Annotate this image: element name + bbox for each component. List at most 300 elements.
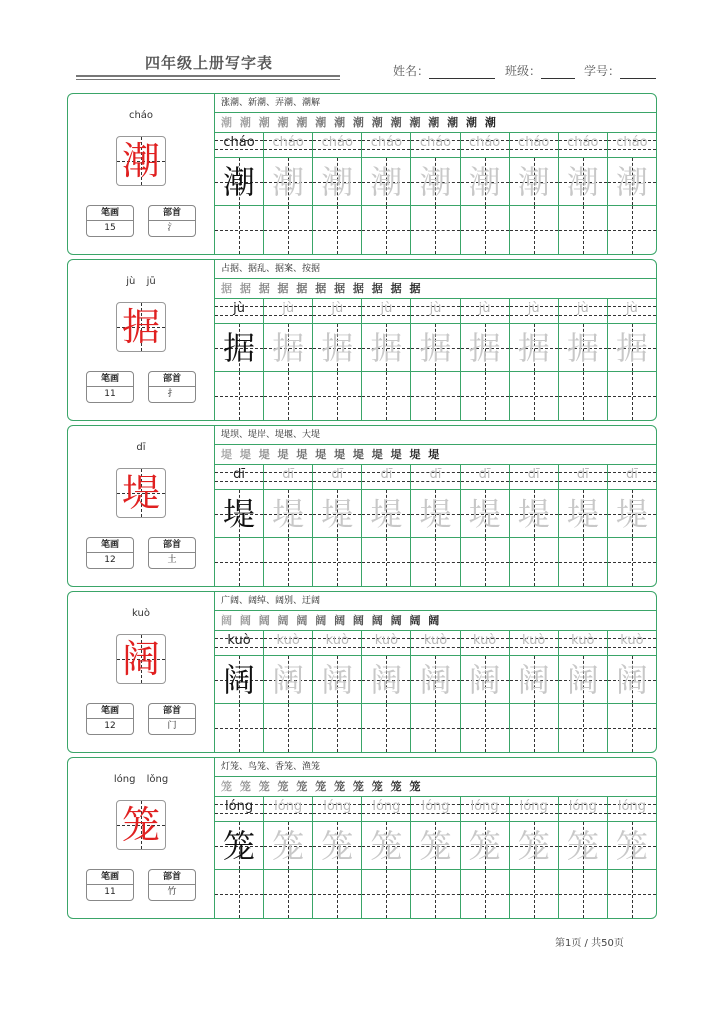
char-cell[interactable] <box>313 656 362 703</box>
empty-practice-cell[interactable] <box>559 870 608 918</box>
empty-practice-cell[interactable] <box>215 870 264 918</box>
stroke-step: 笼 <box>371 780 385 793</box>
char-cell[interactable] <box>313 822 362 869</box>
pinyin-trace: cháo <box>272 135 304 150</box>
example-words: 涨潮、新潮、弄潮、潮解 <box>215 94 656 113</box>
pinyin-trace: jù <box>478 301 491 316</box>
pinyin-cell[interactable] <box>313 133 362 157</box>
char-cell[interactable] <box>264 822 313 869</box>
pinyin-row <box>215 465 656 490</box>
char-trace: 阔 <box>419 661 452 699</box>
empty-practice-cell[interactable] <box>510 704 559 752</box>
pinyin-cell[interactable] <box>411 797 460 821</box>
pinyin-trace: dī <box>380 467 393 482</box>
pinyin-cell[interactable] <box>215 299 264 323</box>
practice-area <box>215 592 656 752</box>
title-underline <box>76 75 340 80</box>
empty-practice-cell[interactable] <box>264 372 313 420</box>
char-cell[interactable] <box>215 656 264 703</box>
character-box <box>116 468 166 518</box>
stroke-step: 阔 <box>239 614 253 627</box>
pinyin-trace: kuò <box>423 633 448 648</box>
pinyin-trace: jù <box>331 301 344 316</box>
radical-value: 门 <box>167 721 177 731</box>
empty-practice-cell[interactable] <box>461 704 510 752</box>
pinyin-cell[interactable] <box>559 133 608 157</box>
pinyin-trace: kuò <box>374 633 399 648</box>
character-block <box>67 757 657 919</box>
pinyin-cell[interactable] <box>510 631 559 655</box>
stroke-step: 笼 <box>390 780 404 793</box>
page-counter: 第1页 / 共50页 <box>555 938 624 949</box>
char-trace: 潮 <box>566 163 599 201</box>
pinyin-cell[interactable] <box>215 797 264 821</box>
char-trace: 阔 <box>615 661 648 699</box>
radical-value: 土 <box>167 555 177 565</box>
empty-practice-cell[interactable] <box>362 206 411 254</box>
character-row <box>215 158 656 206</box>
char-trace: 据 <box>615 329 648 367</box>
pinyin-trace: dī <box>576 467 589 482</box>
number-blank[interactable] <box>620 67 656 79</box>
pinyin-cell[interactable] <box>362 133 411 157</box>
empty-practice-cell[interactable] <box>215 206 264 254</box>
empty-practice-cell[interactable] <box>559 538 608 586</box>
empty-practice-cell[interactable] <box>510 870 559 918</box>
radical-value: 扌 <box>167 389 177 399</box>
stroke-step: 潮 <box>277 116 291 129</box>
pinyin-cell[interactable] <box>362 465 411 489</box>
class-field[interactable] <box>505 62 575 79</box>
empty-practice-cell[interactable] <box>313 538 362 586</box>
stroke-step: 堤 <box>409 448 423 461</box>
char-cell[interactable] <box>461 656 510 703</box>
char-cell[interactable] <box>264 324 313 371</box>
char-trace: 阔 <box>566 661 599 699</box>
pinyin-cell[interactable] <box>264 797 313 821</box>
stroke-step: 据 <box>334 282 348 295</box>
pinyin-cell[interactable] <box>264 299 313 323</box>
char-trace: 据 <box>566 329 599 367</box>
pinyin-trace: cháo <box>468 135 501 150</box>
pinyin-row <box>215 797 656 822</box>
pinyin-cell[interactable] <box>362 299 411 323</box>
character-box <box>116 634 166 684</box>
pinyin-trace: cháo <box>518 135 550 150</box>
stroke-step: 潮 <box>371 116 385 129</box>
empty-practice-cell[interactable] <box>264 538 313 586</box>
stroke-step: 笼 <box>239 780 253 793</box>
pinyin-trace: kuò <box>571 633 595 648</box>
char-cell[interactable] <box>559 490 608 537</box>
pinyin-cell[interactable] <box>461 133 510 157</box>
class-blank[interactable] <box>541 67 575 79</box>
name-blank[interactable] <box>429 67 495 79</box>
stroke-step: 笼 <box>315 780 329 793</box>
stroke-order <box>215 777 656 797</box>
char-cell[interactable] <box>461 490 510 537</box>
example-words: 广阔、阔绰、阔别、迂阔 <box>215 592 656 611</box>
stroke-count-label: 笔画 <box>87 870 133 885</box>
pinyin-cell[interactable] <box>461 299 510 323</box>
stroke-count-box <box>86 703 134 735</box>
char-cell[interactable] <box>362 490 411 537</box>
name-field[interactable] <box>393 62 495 79</box>
stroke-step: 潮 <box>352 116 366 129</box>
stroke-step: 阔 <box>296 614 310 627</box>
stroke-step: 潮 <box>221 116 234 129</box>
example-words: 堤坝、堤岸、堤堰、大堤 <box>215 426 656 445</box>
main-character: 笼 <box>121 803 160 847</box>
empty-practice-cell[interactable] <box>215 538 264 586</box>
example-words: 占据、据乱、据案、按据 <box>215 260 656 279</box>
character-block <box>67 591 657 753</box>
character-block <box>67 93 657 255</box>
empty-practice-cell[interactable] <box>215 372 264 420</box>
char-cell[interactable] <box>510 158 559 205</box>
stroke-count-label: 笔画 <box>87 704 133 719</box>
char-trace: 据 <box>419 329 452 367</box>
stroke-step: 据 <box>296 282 310 295</box>
pinyin-trace: lóng <box>617 799 646 814</box>
char-trace: 笼 <box>419 827 452 865</box>
stroke-step: 堤 <box>239 448 253 461</box>
char-cell[interactable] <box>362 324 411 371</box>
pinyin-cell[interactable] <box>559 465 608 489</box>
pinyin-cell[interactable] <box>215 465 264 489</box>
pinyin-cell[interactable] <box>608 797 656 821</box>
char-cell[interactable] <box>411 324 460 371</box>
pinyin-cell[interactable] <box>411 133 460 157</box>
empty-practice-cell[interactable] <box>461 206 510 254</box>
pinyin-cell[interactable] <box>264 631 313 655</box>
pinyin-cell[interactable] <box>362 631 411 655</box>
stroke-step: 据 <box>315 282 329 295</box>
pinyin-trace: lóng <box>568 799 597 814</box>
char-cell[interactable] <box>510 490 559 537</box>
blank-row <box>215 538 656 586</box>
pinyin-cell[interactable] <box>608 631 656 655</box>
empty-practice-cell[interactable] <box>510 206 559 254</box>
empty-practice-cell[interactable] <box>411 870 460 918</box>
empty-practice-cell[interactable] <box>313 870 362 918</box>
main-character: 潮 <box>121 139 160 183</box>
radical-box <box>148 537 196 569</box>
pinyin-header: cháo <box>128 110 154 121</box>
empty-practice-cell[interactable] <box>510 538 559 586</box>
pinyin-trace: cháo <box>223 135 255 150</box>
pinyin-cell[interactable] <box>215 631 264 655</box>
char-cell[interactable] <box>608 490 656 537</box>
char-trace: 据 <box>321 329 354 367</box>
char-cell[interactable] <box>608 822 656 869</box>
empty-practice-cell[interactable] <box>362 870 411 918</box>
pinyin-cell[interactable] <box>362 797 411 821</box>
char-trace: 笼 <box>615 827 648 865</box>
char-cell[interactable] <box>215 490 264 537</box>
stroke-step: 笼 <box>334 780 348 793</box>
stroke-step: 阔 <box>371 614 385 627</box>
pinyin-trace: kuò <box>620 633 644 648</box>
char-trace: 潮 <box>468 163 501 201</box>
stroke-step: 堤 <box>221 448 234 461</box>
char-cell[interactable] <box>510 656 559 703</box>
char-trace: 堤 <box>517 495 550 533</box>
empty-practice-cell[interactable] <box>362 372 411 420</box>
pinyin-cell[interactable] <box>461 465 510 489</box>
stroke-step: 阔 <box>428 614 442 627</box>
character-info <box>68 592 215 752</box>
char-cell[interactable] <box>362 656 411 703</box>
stroke-step: 笼 <box>296 780 310 793</box>
stroke-count-box <box>86 537 134 569</box>
stroke-order <box>215 611 656 631</box>
pinyin-trace: lóng <box>421 799 450 814</box>
pinyin-trace: kuò <box>227 633 251 648</box>
stroke-step: 堤 <box>258 448 272 461</box>
pinyin-trace: jù <box>233 301 245 316</box>
char-cell[interactable] <box>461 324 510 371</box>
stroke-step: 笼 <box>221 780 234 793</box>
char-cell[interactable] <box>313 490 362 537</box>
character-row <box>215 656 656 704</box>
pinyin-trace: jù <box>527 301 540 316</box>
pinyin-row <box>215 299 656 324</box>
empty-practice-cell[interactable] <box>510 372 559 420</box>
pinyin-trace: cháo <box>321 135 353 150</box>
stroke-count-value: 12 <box>104 555 116 565</box>
stroke-step: 笼 <box>409 780 423 793</box>
character-box <box>116 800 166 850</box>
stroke-step: 潮 <box>428 116 442 129</box>
char-trace: 潮 <box>615 163 648 201</box>
empty-practice-cell[interactable] <box>559 704 608 752</box>
pinyin-header: kuò <box>132 608 150 619</box>
stroke-order <box>215 445 656 465</box>
char-cell[interactable] <box>215 822 264 869</box>
stroke-step: 潮 <box>409 116 423 129</box>
char-cell[interactable] <box>461 822 510 869</box>
char-trace: 堤 <box>419 495 452 533</box>
character-info <box>68 758 215 918</box>
empty-practice-cell[interactable] <box>313 372 362 420</box>
empty-practice-cell[interactable] <box>608 538 656 586</box>
pinyin-cell[interactable] <box>313 465 362 489</box>
char-trace: 堤 <box>223 495 256 533</box>
character-info <box>68 260 215 420</box>
pinyin-cell[interactable] <box>608 133 656 157</box>
char-trace: 堤 <box>370 495 403 533</box>
pinyin-trace: lóng <box>372 799 401 814</box>
stroke-step: 堤 <box>315 448 329 461</box>
radical-box <box>148 371 196 403</box>
char-trace: 潮 <box>223 163 256 201</box>
pinyin-cell[interactable] <box>559 631 608 655</box>
pinyin-trace: kuò <box>325 633 349 648</box>
pinyin-cell[interactable] <box>264 133 313 157</box>
empty-practice-cell[interactable] <box>608 870 656 918</box>
pinyin-cell[interactable] <box>313 299 362 323</box>
char-cell[interactable] <box>559 158 608 205</box>
pinyin-trace: lóng <box>519 799 548 814</box>
char-cell[interactable] <box>313 158 362 205</box>
pinyin-trace: lóng <box>323 799 352 814</box>
char-cell[interactable] <box>264 158 313 205</box>
stroke-count-value: 11 <box>104 887 116 897</box>
pinyin-cell[interactable] <box>559 299 608 323</box>
character-row <box>215 490 656 538</box>
stroke-step: 阔 <box>390 614 404 627</box>
pinyin-trace: dī <box>625 467 638 482</box>
pinyin-trace: cháo <box>419 135 452 150</box>
char-cell[interactable] <box>559 324 608 371</box>
char-cell[interactable] <box>510 822 559 869</box>
char-cell[interactable] <box>411 822 460 869</box>
stroke-step: 笼 <box>352 780 366 793</box>
radical-value: 竹 <box>167 887 177 897</box>
char-cell[interactable] <box>362 158 411 205</box>
radical-label: 部首 <box>149 372 195 387</box>
pinyin-trace: kuò <box>522 633 546 648</box>
stroke-step: 潮 <box>390 116 404 129</box>
char-trace: 据 <box>272 329 305 367</box>
practice-area <box>215 94 656 254</box>
class-label: 班级： <box>505 64 542 78</box>
pinyin-trace: lóng <box>470 799 499 814</box>
char-trace: 堤 <box>566 495 599 533</box>
char-cell[interactable] <box>411 656 460 703</box>
char-trace: 阔 <box>223 661 256 699</box>
char-trace: 阔 <box>468 661 501 699</box>
pinyin-trace: lóng <box>274 799 303 814</box>
character-box <box>116 302 166 352</box>
char-cell[interactable] <box>510 324 559 371</box>
char-cell[interactable] <box>461 158 510 205</box>
pinyin-cell[interactable] <box>461 797 510 821</box>
pinyin-trace: dī <box>478 467 491 482</box>
pinyin-header: jù jū <box>126 276 156 287</box>
pinyin-cell[interactable] <box>461 631 510 655</box>
stroke-count-value: 11 <box>104 389 116 399</box>
number-field[interactable] <box>584 62 656 79</box>
empty-practice-cell[interactable] <box>461 870 510 918</box>
empty-practice-cell[interactable] <box>313 206 362 254</box>
main-character: 堤 <box>121 471 160 515</box>
char-trace: 阔 <box>321 661 354 699</box>
empty-practice-cell[interactable] <box>264 704 313 752</box>
pinyin-cell[interactable] <box>313 631 362 655</box>
char-cell[interactable] <box>608 324 656 371</box>
pinyin-cell[interactable] <box>264 465 313 489</box>
empty-practice-cell[interactable] <box>461 538 510 586</box>
empty-practice-cell[interactable] <box>411 538 460 586</box>
pinyin-cell[interactable] <box>411 299 460 323</box>
empty-practice-cell[interactable] <box>559 206 608 254</box>
empty-practice-cell[interactable] <box>461 372 510 420</box>
char-cell[interactable] <box>313 324 362 371</box>
char-trace: 潮 <box>272 163 305 201</box>
stroke-step: 潮 <box>315 116 329 129</box>
char-cell[interactable] <box>559 656 608 703</box>
radical-label: 部首 <box>149 538 195 553</box>
stroke-step: 据 <box>390 282 404 295</box>
char-cell[interactable] <box>411 158 460 205</box>
character-block <box>67 259 657 421</box>
practice-area <box>215 758 656 918</box>
empty-practice-cell[interactable] <box>608 704 656 752</box>
pinyin-cell[interactable] <box>215 133 264 157</box>
pinyin-cell[interactable] <box>510 797 559 821</box>
pinyin-cell[interactable] <box>411 631 460 655</box>
empty-practice-cell[interactable] <box>362 704 411 752</box>
pinyin-cell[interactable] <box>313 797 362 821</box>
char-cell[interactable] <box>362 822 411 869</box>
pinyin-trace: kuò <box>472 633 497 648</box>
main-character: 据 <box>121 305 160 349</box>
pinyin-cell[interactable] <box>559 797 608 821</box>
char-trace: 据 <box>468 329 501 367</box>
char-cell[interactable] <box>215 158 264 205</box>
stroke-step: 堤 <box>371 448 385 461</box>
pinyin-cell[interactable] <box>510 133 559 157</box>
pinyin-cell[interactable] <box>411 465 460 489</box>
radical-box <box>148 869 196 901</box>
stroke-step: 潮 <box>465 116 479 129</box>
empty-practice-cell[interactable] <box>608 206 656 254</box>
pinyin-trace: dī <box>282 467 295 482</box>
stroke-step: 据 <box>352 282 366 295</box>
stroke-step: 据 <box>277 282 291 295</box>
pinyin-cell[interactable] <box>510 299 559 323</box>
stroke-step: 堤 <box>277 448 291 461</box>
practice-area <box>215 260 656 420</box>
example-words: 灯笼、鸟笼、香笼、渔笼 <box>215 758 656 777</box>
pinyin-cell[interactable] <box>608 465 656 489</box>
char-trace: 笼 <box>566 827 599 865</box>
stroke-step: 堤 <box>390 448 404 461</box>
pinyin-cell[interactable] <box>510 465 559 489</box>
empty-practice-cell[interactable] <box>411 206 460 254</box>
char-cell[interactable] <box>215 324 264 371</box>
empty-practice-cell[interactable] <box>264 206 313 254</box>
empty-practice-cell[interactable] <box>264 870 313 918</box>
char-cell[interactable] <box>559 822 608 869</box>
pinyin-trace: jù <box>429 301 442 316</box>
empty-practice-cell[interactable] <box>313 704 362 752</box>
char-cell[interactable] <box>264 656 313 703</box>
empty-practice-cell[interactable] <box>411 704 460 752</box>
pinyin-trace: jù <box>626 301 638 316</box>
pinyin-cell[interactable] <box>608 299 656 323</box>
empty-practice-cell[interactable] <box>411 372 460 420</box>
empty-practice-cell[interactable] <box>215 704 264 752</box>
char-cell[interactable] <box>608 656 656 703</box>
empty-practice-cell[interactable] <box>362 538 411 586</box>
char-cell[interactable] <box>411 490 460 537</box>
char-trace: 潮 <box>321 163 354 201</box>
char-trace: 笼 <box>370 827 403 865</box>
empty-practice-cell[interactable] <box>559 372 608 420</box>
char-cell[interactable] <box>264 490 313 537</box>
stroke-step: 潮 <box>258 116 272 129</box>
char-trace: 笼 <box>468 827 501 865</box>
stroke-step: 堤 <box>296 448 310 461</box>
empty-practice-cell[interactable] <box>608 372 656 420</box>
stroke-count-box <box>86 205 134 237</box>
pinyin-trace: dī <box>429 467 442 482</box>
stroke-count-value: 15 <box>104 223 116 233</box>
char-cell[interactable] <box>608 158 656 205</box>
